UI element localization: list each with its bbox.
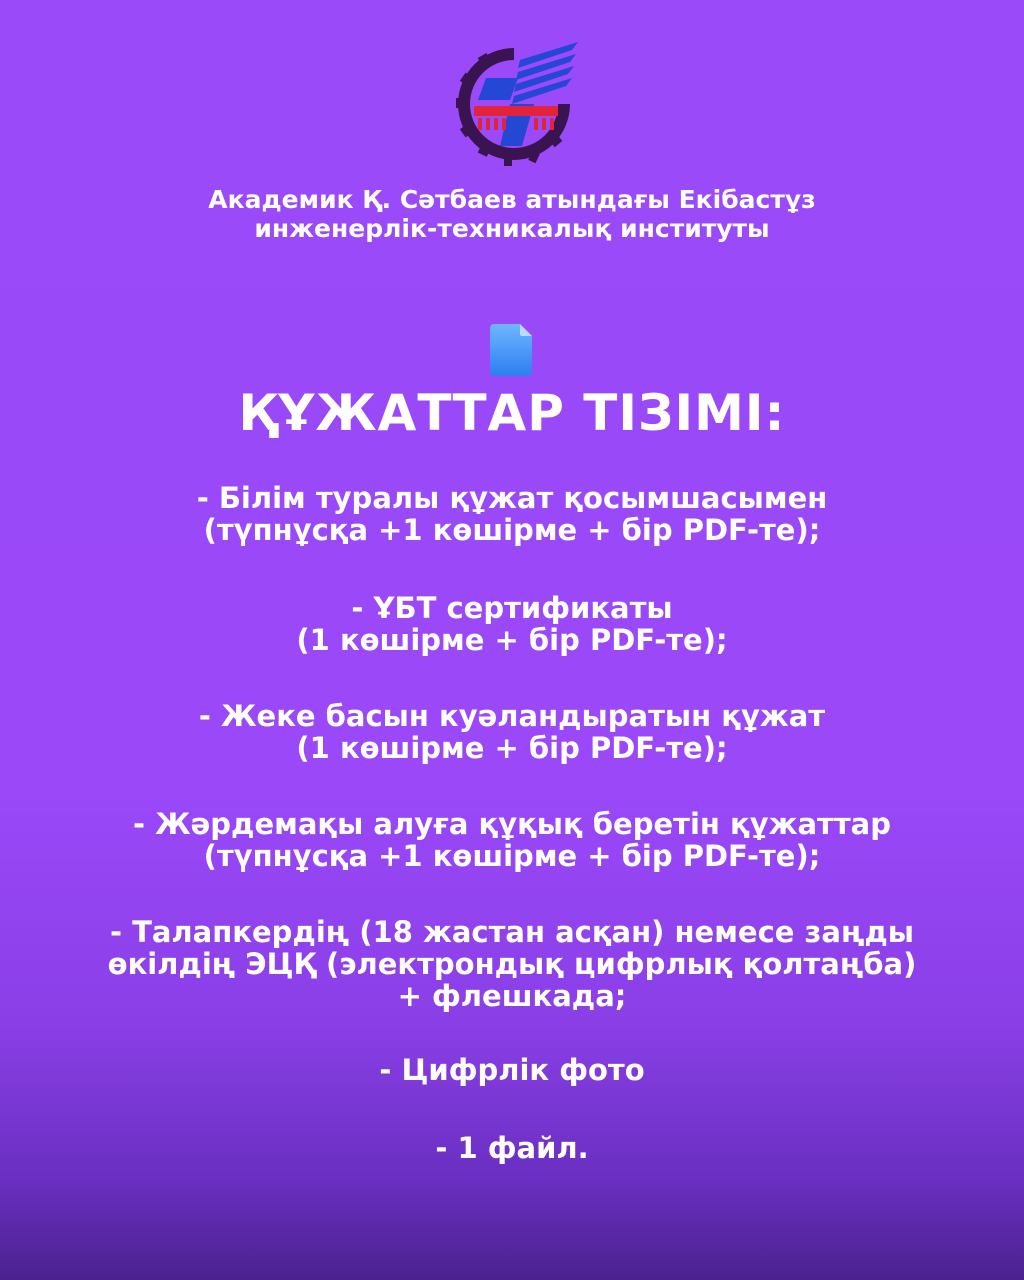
list-item: - Жәрдемақы алуға құқық беретін құжаттар (түпнұсқа +1 көшірме + бір PDF-те); <box>132 807 891 873</box>
page-title: ҚҰЖАТТАР ТІЗІМІ: <box>238 384 786 442</box>
list-item: - ҰБТ сертификаты (1 көшірме + бір PDF-те); <box>296 591 728 657</box>
list-item: - 1 файл. <box>435 1131 589 1165</box>
list-item: - Талапкердің (18 жастан асқан) немесе заңды өкілдің ЭЦҚ (электрондық цифрлық қолтаңба) + флешкада; <box>107 915 917 1013</box>
list-item: - Жеке басын куәландыратын құжат (1 көшірме + бір PDF-те); <box>198 699 826 765</box>
institute-name: Академик Қ. Сәтбаев атындағы Екібастұз инженерлік-техникалық институты <box>208 185 816 243</box>
document-icon <box>488 322 536 378</box>
list-item: - Білім туралы құжат қосымшасымен (түпнұсқа +1 көшірме + бір PDF-те); <box>196 481 828 547</box>
list-item: - Цифрлік фото <box>379 1053 645 1087</box>
institute-logo-icon <box>448 38 580 170</box>
